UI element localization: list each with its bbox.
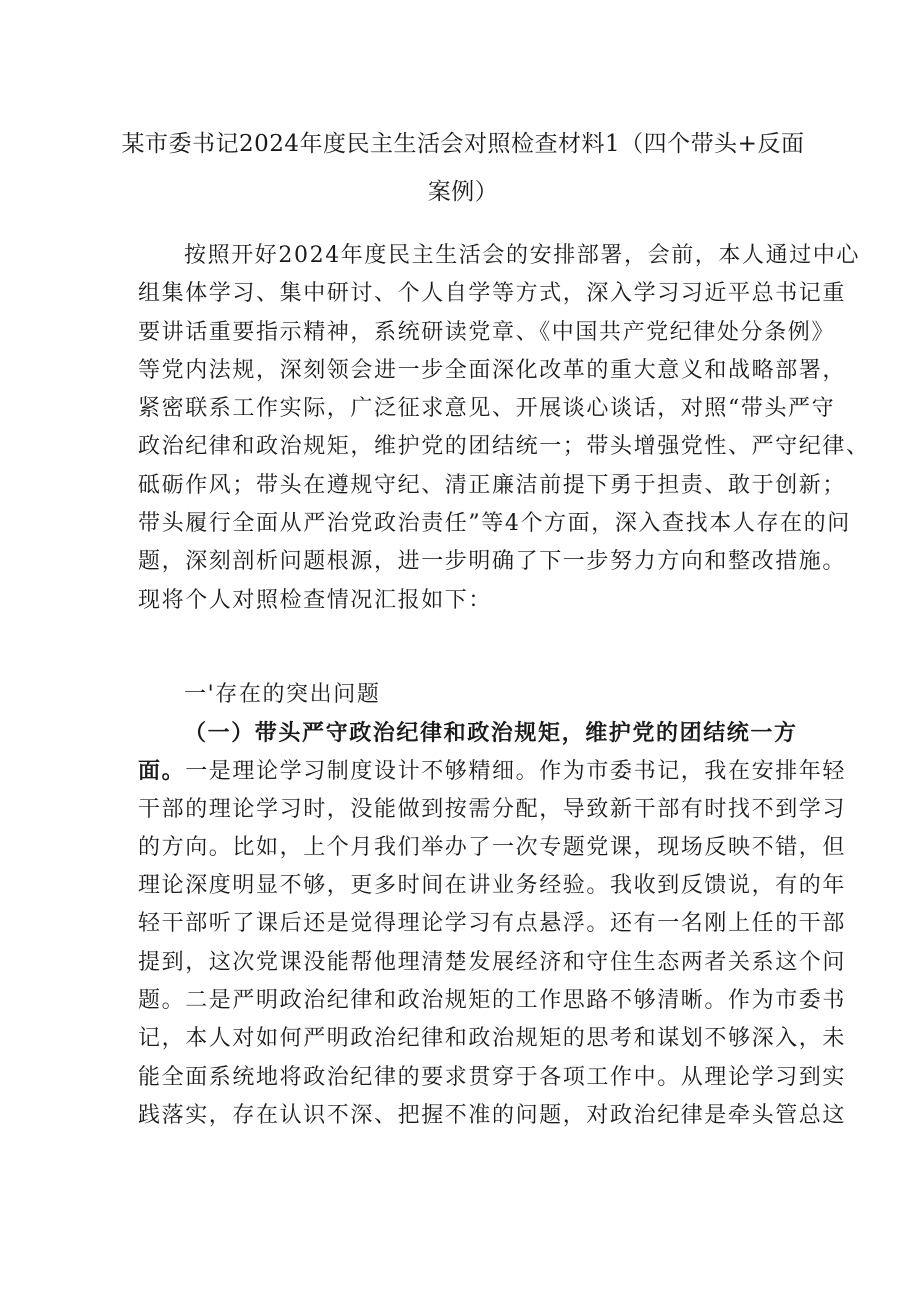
paragraph-line: 记，本人对如何严明政治纪律和政治规矩的思考和谋划不够深入，未 (138, 1026, 847, 1052)
paragraph-line: 能全面系统地将政治纪律的要求贯穿于各项工作中。从理论学习到实 (138, 1064, 847, 1090)
title-line-1: 某市委书记2024年度民主生活会对照检查材料1（四个带头+反面 (121, 131, 805, 157)
intro-line: 现将个人对照检查情况汇报如下： (138, 587, 493, 613)
section-heading: 一'存在的突出问题 (184, 682, 381, 707)
section-1-paragraph (138, 714, 847, 1135)
intro-line: 按照开好2024年度民主生活会的安排部署，会前，本人通过中心 (184, 243, 860, 268)
paragraph-line: 理论深度明显不够，更多时间在讲业务经验。我收到反馈说，有的年 (138, 873, 847, 899)
document-title (118, 120, 808, 216)
paragraph-line: 提到，这次党课没能帮他理清楚发展经济和守住生态两者关系这个问 (138, 949, 847, 975)
title-line-2: 案例） (427, 179, 499, 205)
intro-line: 政治纪律和政治规矩，维护党的团结统一；带头增强党性、严守纪律、 (138, 434, 870, 460)
intro-line: 组集体学习、集中研讨、个人自学等方式，深入学习习近平总书记重 (138, 281, 847, 307)
subsection-heading-cont: 面。 (138, 758, 186, 785)
intro-paragraph (138, 237, 870, 620)
intro-line: 要讲话重要指示精神，系统研读党章、《中国共产党纪律处分条例》 (138, 319, 836, 345)
paragraph-line (138, 752, 847, 790)
intro-line: 题，深刻剖析问题根源，进一步明确了下一步努力方向和整改措施。 (138, 549, 847, 575)
paragraph-line: 的方向。比如，上个月我们举办了一次专题党课，现场反映不错，但 (138, 834, 847, 860)
intro-line: 带头履行全面从严治党政治责任”等4个方面，深入查找本人存在的问 (138, 511, 851, 537)
point-1-title: 一是理论学习制度设计不够精细 (185, 759, 516, 785)
paragraph-line: 干部的理论学习时，没能做到按需分配，导致新干部有时找不到学习 (138, 796, 847, 822)
paragraph-line: 轻干部听了课后还是觉得理论学习有点悬浮。还有一名刚上任的干部 (138, 911, 847, 937)
intro-line: 等党内法规，深刻领会进一步全面深化改革的重大意义和战略部署， (138, 357, 847, 383)
intro-line: 紧密联系工作实际，广泛征求意见、开展谈心谈话，对照“带头严守 (138, 396, 836, 422)
paragraph-line: 题。二是严明政治纪律和政治规矩的工作思路不够清晰。作为市委书 (138, 988, 847, 1014)
paragraph-text: 。作为市委书记，我在安排年轻 (515, 759, 847, 785)
intro-line: 砥砺作风；带头在遵规守纪、清正廉洁前提下勇于担责、敢于创新； (138, 472, 847, 498)
subsection-heading: （一）带头严守政治纪律和政治规矩，维护党的团结统一方 (184, 720, 798, 746)
paragraph-line: 践落实，存在认识不深、把握不准的问题，对政治纪律是牵头管总这 (138, 1102, 847, 1128)
